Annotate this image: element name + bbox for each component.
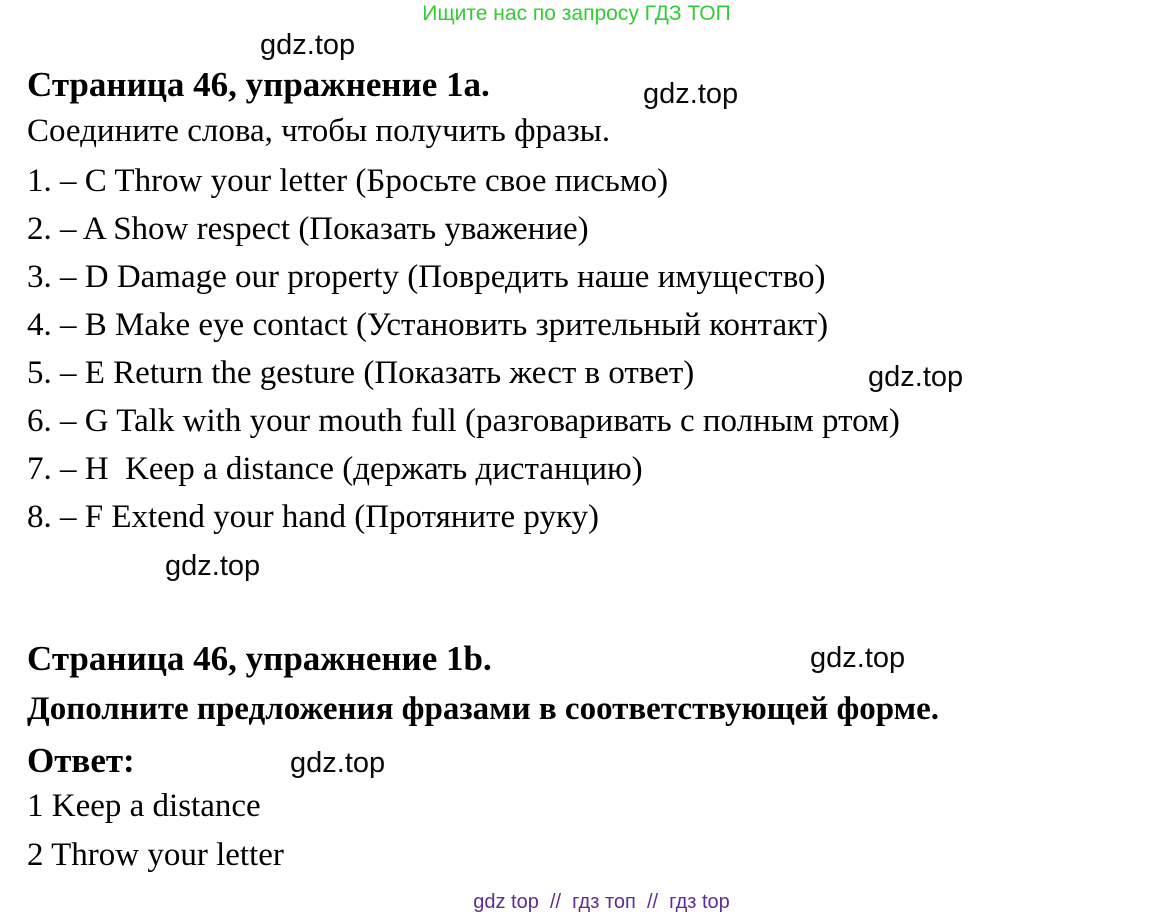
exercise-1b-answers	[27, 782, 284, 880]
list-item: 8. – F Extend your hand (Протяните руку)	[27, 499, 600, 535]
list-item: 5. – E Return the gesture (Показать жест в ответ)	[27, 355, 695, 391]
gdz-watermark: gdz.top	[260, 29, 356, 61]
list-item: 2. – A Show respect (Показать уважение)	[27, 211, 589, 247]
list-item: 6. – G Talk with your mouth full (разговаривать с полным ртом)	[27, 403, 900, 439]
answer-label: Ответ:	[27, 741, 135, 780]
exercise-1b-task: Дополните предложения фразами в соответствующей форме.	[27, 691, 940, 727]
list-item: 7. – H Keep a distance (держать дистанцию)	[27, 451, 643, 487]
exercise-1a-title: Страница 46, упражнение 1a.	[27, 65, 490, 104]
list-item: 1. – C Throw your letter (Бросьте свое письмо)	[27, 163, 669, 199]
top-banner: Ищите нас по запросу ГДЗ ТОП	[422, 2, 731, 25]
list-item: 4. – B Make eye contact (Установить зрительный контакт)	[27, 307, 829, 343]
exercise-1a-list	[27, 157, 900, 541]
exercise-1b-title: Страница 46, упражнение 1b.	[27, 639, 492, 678]
footer-sites: gdz top // гдз топ // гдз top	[473, 891, 730, 913]
list-item: 3. – D Damage our property (Повредить наше имущество)	[27, 259, 826, 295]
gdz-watermark: gdz.top	[868, 361, 964, 393]
gdz-watermark: gdz.top	[165, 550, 261, 582]
gdz-watermark: gdz.top	[290, 747, 386, 779]
exercise-1a-task: Соедините слова, чтобы получить фразы.	[27, 113, 611, 149]
gdz-watermark: gdz.top	[810, 642, 906, 674]
answer-item: 1 Keep a distance	[27, 788, 261, 824]
answer-item: 2 Throw your letter	[27, 837, 284, 873]
gdz-watermark: gdz.top	[643, 78, 739, 110]
